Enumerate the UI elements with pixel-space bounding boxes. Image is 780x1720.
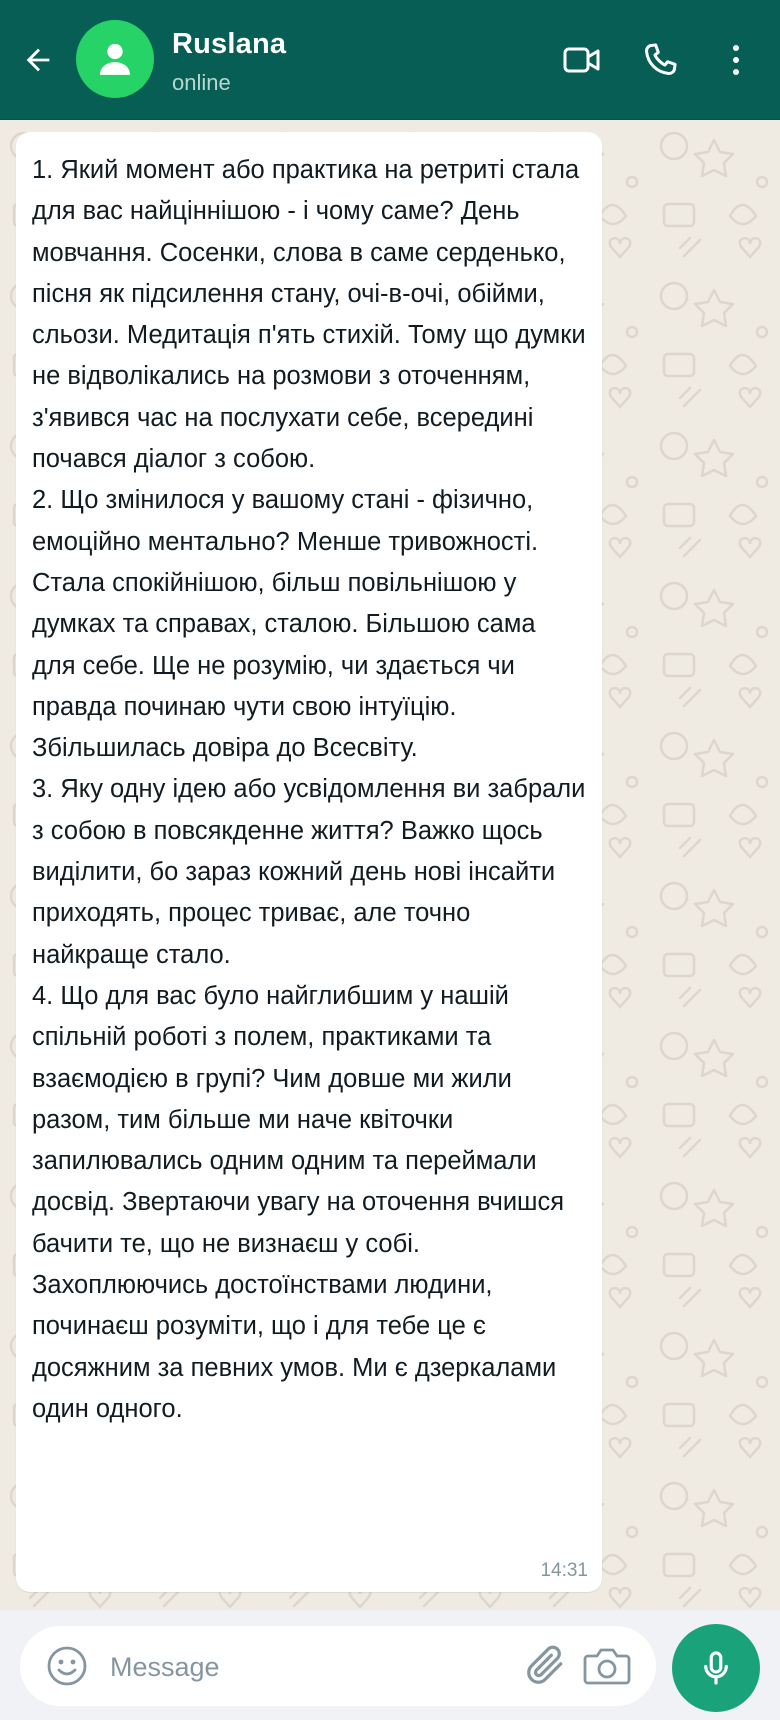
microphone-button[interactable] [672, 1624, 760, 1712]
microphone-icon [697, 1649, 735, 1687]
avatar[interactable] [76, 20, 154, 98]
paperclip-icon[interactable] [522, 1642, 568, 1688]
camera-icon[interactable] [582, 1642, 632, 1688]
message-text: 1. Який момент або практика на ретриті стала для вас найціннішою - і чому саме? День мовчання. Сосенки, слова в саме серденько, пісня як підсилення стану, очі-в-очі, обійми, сльози. Медитація п'ять стихій. Тому що думки не відволікались на розмови з оточенням, з'явився час на послухати себе, всередині почався діалог з собою. 2. Що змінилося у вашому стані - фізично, емоційно ментально? Менше тривожності. Стала спокійнішою, більш повільнішою у думках та справах, сталою. Більшою сама для себе. Ще не розумію, чи здається чи правда починаю чути свою інтуїцію. Збільшилась довіра до Всесвіту. 3. Яку одну ідею або усвідомлення ви забрали з собою в повсякденне життя? Важко щось виділити, бо зараз кожний день нові інсайти приходять, процес триває, але точно найкраще стало. 4. Що для вас було найглибшим у нашій спільній роботі з полем, практиками та взаємодією в групі? Чим довше ми жили разом, тим більше ми наче квіточки запилювались одним одним та переймали досвід. Звертаючи увагу на оточення вчишся бачити те, що не визнаєш у собі. Захоплюючись достоїнствами людини, починаєш розуміти, що і для тебе це є досяжним за певних умов. Ми є дзеркалами один одного. [32, 156, 586, 1423]
voice-call-button[interactable] [636, 36, 684, 84]
input-bar [0, 1610, 780, 1720]
message-input[interactable] [108, 1640, 532, 1694]
chat-area[interactable] [0, 120, 780, 1610]
back-button[interactable] [18, 40, 58, 80]
contact-name[interactable]: Ruslana [172, 28, 287, 60]
video-call-icon [562, 40, 602, 80]
phone-icon [641, 41, 679, 79]
arrow-left-icon [21, 43, 55, 77]
message-composer [20, 1626, 656, 1706]
more-options-button[interactable] [712, 36, 760, 84]
message-bubble[interactable] [16, 132, 602, 1592]
message-time: 14:31 [540, 1560, 588, 1581]
more-vertical-icon [730, 40, 742, 80]
chat-header [0, 0, 780, 120]
person-icon [95, 39, 135, 79]
emoji-icon[interactable] [46, 1645, 88, 1687]
contact-status: online [172, 70, 231, 95]
video-call-button[interactable] [558, 36, 606, 84]
